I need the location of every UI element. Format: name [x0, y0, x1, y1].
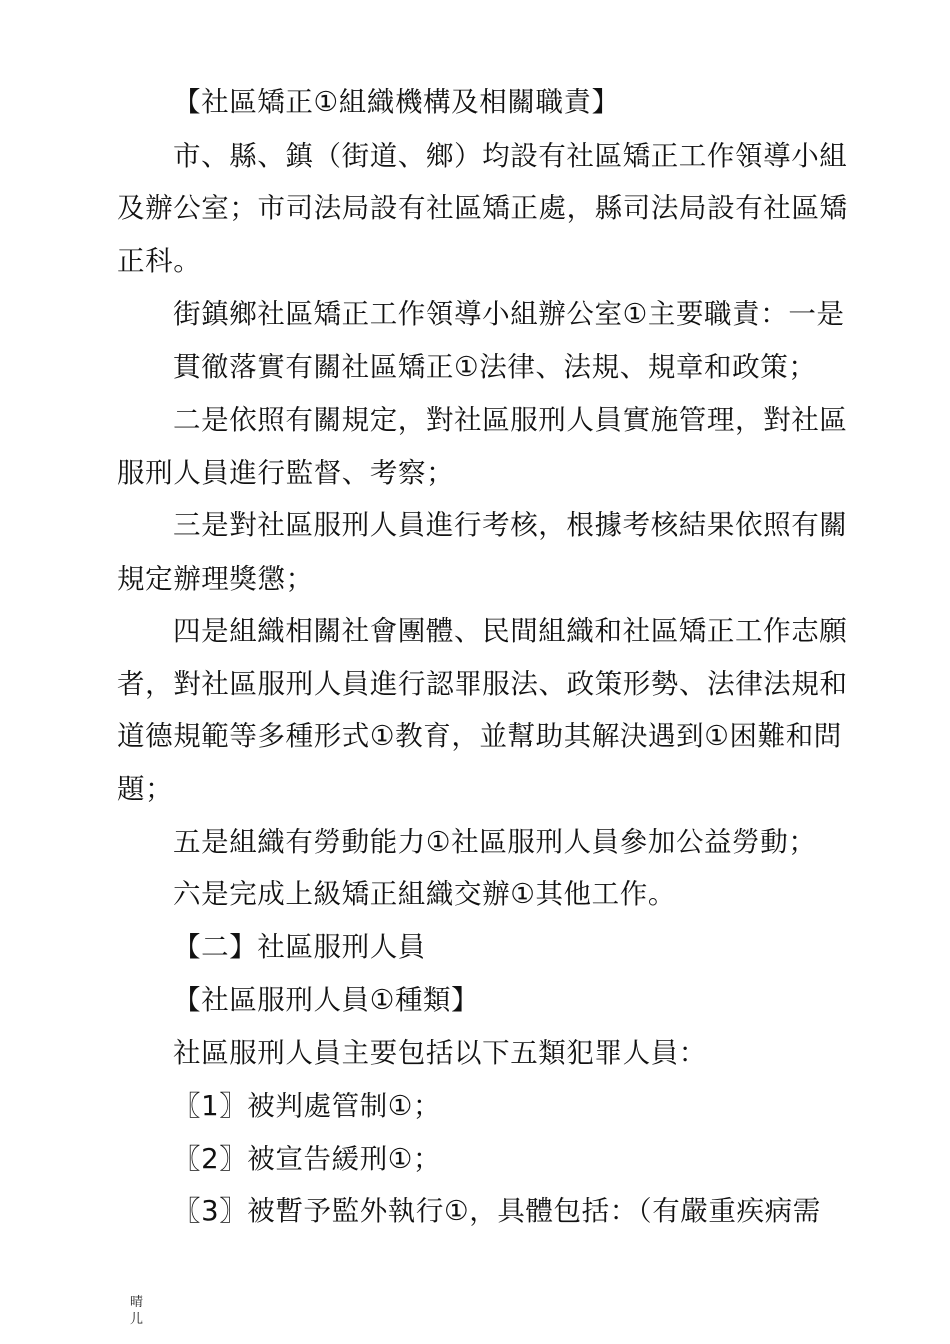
- footer-char: 晴: [130, 1295, 144, 1310]
- paragraph-line: 正科。: [117, 245, 202, 277]
- paragraph-line: 三是對社區服刑人員進行考核，根據考核結果依照有關: [173, 509, 848, 541]
- paragraph-line: 社區服刑人員主要包括以下五類犯罪人員：: [173, 1037, 707, 1069]
- list-item: 〖2〗被宣告緩刑①；: [173, 1143, 442, 1175]
- paragraph-line: 規定辦理獎懲；: [117, 563, 314, 595]
- paragraph-line: 者，對社區服刑人員進行認罪服法、政策形勢、法律法規和: [117, 668, 848, 700]
- section-heading: 【社區服刑人員①種類】: [173, 984, 480, 1016]
- paragraph-line: 貫徹落實有關社區矯正①法律、法規、規章和政策；: [173, 351, 817, 383]
- paragraph-line: 二是依照有關規定，對社區服刑人員實施管理，對社區: [173, 404, 848, 436]
- paragraph-line: 道德規範等多種形式①教育，並幫助其解決遇到①困難和問: [117, 720, 842, 752]
- paragraph-line: 六是完成上級矯正組織交辦①其他工作。: [173, 878, 676, 910]
- list-item: 〖3〗被暫予監外執行①，具體包括：（有嚴重疾病需: [173, 1195, 821, 1227]
- list-item: 〖1〗被判處管制①；: [173, 1090, 442, 1122]
- paragraph-line: 服刑人員進行監督、考察；: [117, 457, 455, 489]
- section-heading: 【二】社區服刑人員: [173, 931, 426, 963]
- paragraph-line: 街鎮鄉社區矯正工作領導小組辦公室①主要職責：一是: [173, 298, 845, 330]
- paragraph-line: 四是組織相關社會團體、民間組織和社區矯正工作志願: [173, 615, 848, 647]
- paragraph-line: 及辦公室；市司法局設有社區矯正處，縣司法局設有社區矯: [117, 192, 848, 224]
- paragraph-line: 題；: [117, 773, 174, 805]
- footer-char: 儿: [130, 1312, 144, 1327]
- paragraph-line: 市、縣、鎮（街道、鄉）均設有社區矯正工作領導小組: [173, 140, 848, 172]
- paragraph-line: 五是組織有勞動能力①社區服刑人員參加公益勞動；: [173, 826, 817, 858]
- page-footer: [130, 1294, 148, 1328]
- section-heading: 【社區矯正①組織機構及相關職責】: [173, 86, 620, 118]
